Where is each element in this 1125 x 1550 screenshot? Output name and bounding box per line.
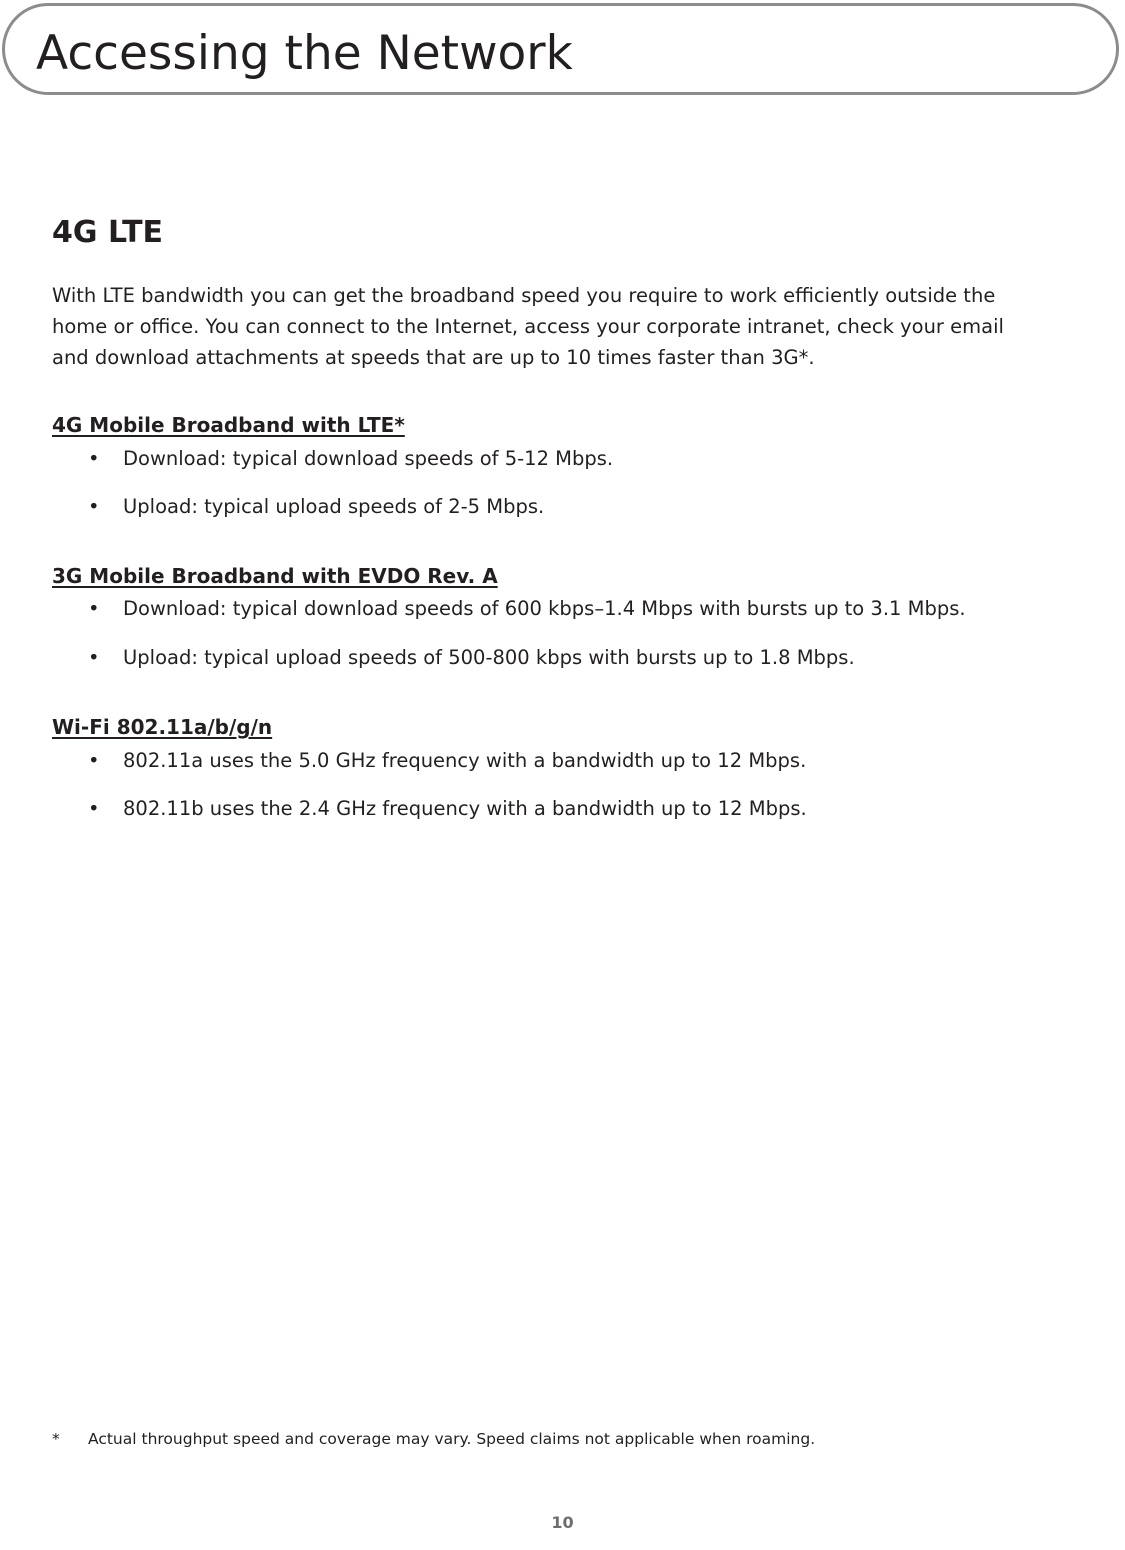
section-title: 4G LTE (52, 215, 164, 250)
intro-line: With LTE bandwidth you can get the broadband speed you require to work eﬃciently outside the (52, 284, 996, 307)
list-item-text: Download: typical download speeds of 5-12 Mbps. (123, 447, 614, 470)
page-number: 10 (551, 1513, 574, 1532)
subsection-heading-wifi: Wi-Fi 802.11a/b/g/n (52, 715, 273, 739)
bullet-icon: • (88, 797, 100, 820)
bullet-icon: • (88, 597, 100, 620)
intro-paragraph (52, 280, 1004, 373)
subsection-heading-lte: 4G Mobile Broadband with LTE* (52, 413, 405, 437)
bullet-icon: • (88, 646, 100, 669)
list-item-text: Download: typical download speeds of 600 kbps–1.4 Mbps with bursts up to 3.1 Mbps. (123, 597, 966, 620)
list-item-text: 802.11a uses the 5.0 GHz frequency with a bandwidth up to 12 Mbps. (123, 749, 807, 772)
bullet-icon: • (88, 749, 100, 772)
intro-line: home or oﬃce. You can connect to the Internet, access your corporate intranet, check your email (52, 315, 1004, 338)
list-item-text: Upload: typical upload speeds of 500-800 kbps with bursts up to 1.8 Mbps. (123, 646, 855, 669)
page-title: Accessing the Network (36, 26, 573, 81)
list-item-text: 802.11b uses the 2.4 GHz frequency with a bandwidth up to 12 Mbps. (123, 797, 807, 820)
intro-line: and download attachments at speeds that are up to 10 times faster than 3G*. (52, 346, 815, 369)
list-item-text: Upload: typical upload speeds of 2-5 Mbps. (123, 495, 545, 518)
footnote-mark: * (52, 1430, 60, 1448)
footnote-text: Actual throughput speed and coverage may vary. Speed claims not applicable when roaming. (88, 1430, 816, 1448)
bullet-icon: • (88, 495, 100, 518)
subsection-heading-evdo: 3G Mobile Broadband with EVDO Rev. A (52, 564, 498, 588)
bullet-icon: • (88, 447, 100, 470)
